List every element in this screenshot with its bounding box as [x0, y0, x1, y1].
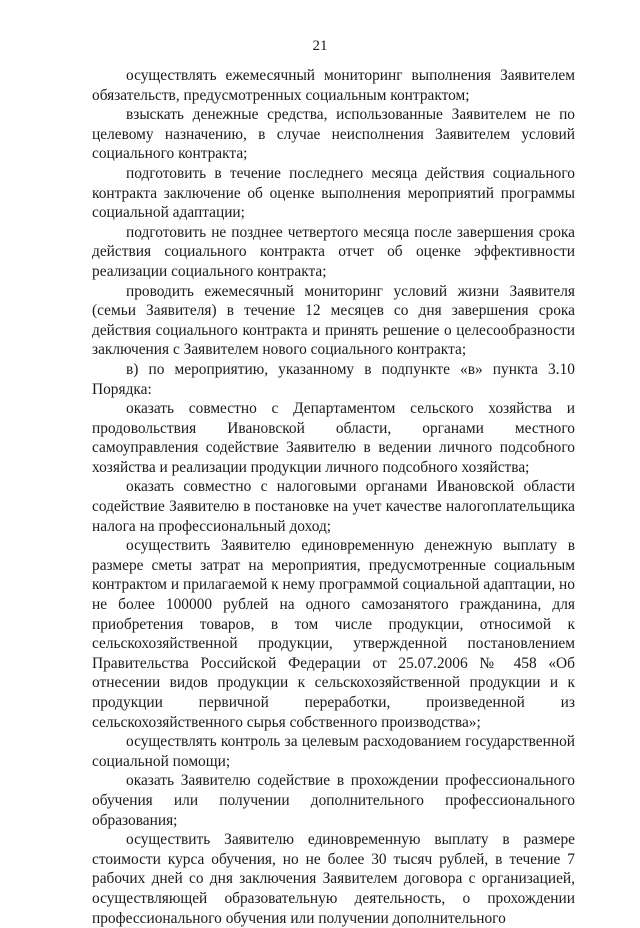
paragraph-assist-tax-registration: оказать совместно с налоговыми органами Ивановской области содействие Заявителю в постановке на учет качестве налогоплательщика налога на профессиональный доход;	[92, 478, 575, 535]
document-body	[92, 66, 575, 928]
paragraph-assist-household: оказать совместно с Департаментом сельского хозяйства и продовольствия Ивановской области, органами местного самоуправления содействие Заявителю в ведении личного подсобного хозяйства и реализации продукции личного подсобного хозяйства;	[92, 400, 575, 476]
paragraph-assist-training: оказать Заявителю содействие в прохождении профессионального обучения или получении дополнительного профессионального образования;	[92, 772, 575, 829]
paragraph-training-payment: осуществить Заявителю единовременную выплату в размере стоимости курса обучения, но не более 30 тысяч рублей, в течение 7 рабочих дней со дня заключения Заявителем договора с организацией, осуществляющей образовательную деятельность, о прохождении профессионального обучения или получении дополнительного	[92, 831, 575, 927]
paragraph-control-spending: осуществлять контроль за целевым расходованием государственной социальной помощи;	[92, 733, 575, 770]
paragraph-recover-funds: взыскать денежные средства, использованные Заявителем не по целевому назначению, в случае неисполнения Заявителем условий социального контракта;	[92, 106, 575, 163]
paragraph-monitor-living-conditions: проводить ежемесячный мониторинг условий жизни Заявителя (семьи Заявителя) в течение 12 месяцев со дня завершения срока действия социального контракта и принять решение о целесообразности заключения с Заявителем нового социального контракта;	[92, 282, 575, 359]
paragraph-lump-sum-payment: осуществить Заявителю единовременную денежную выплату в размере сметы затрат на мероприятия, предусмотренные социальным контрактом и прилагаемой к нему программой социальной адаптации, но не более 100000 рублей на одного самозанятого гражданина, для приобретения товаров, в том числе продукции, относимой к сельскохозяйственной продукции, утвержденной постановлением Правительства Российской Федерации от 25.07.2006 № 458 «Об отнесении видов продукции к сельскохозяйственной продукции и к продукции первичной переработки, произведенной из сельскохозяйственного сырья собственного производства»;	[92, 537, 575, 731]
paragraph-subsection-v: в) по мероприятию, указанному в подпункте «в» пункта 3.10 Порядка:	[92, 360, 575, 398]
paragraph-prepare-conclusion: подготовить в течение последнего месяца действия социального контракта заключение об оценке выполнения мероприятий программы социальной адаптации;	[92, 164, 575, 222]
paragraph-prepare-report: подготовить не позднее четвертого месяца после завершения срока действия социального контракта отчет об оценке эффективности реализации социального контракта;	[92, 223, 575, 280]
page-number: 21	[312, 38, 328, 54]
paragraph-monitoring-obligations: осуществлять ежемесячный мониторинг выполнения Заявителем обязательств, предусмотренных социальным контрактом;	[92, 67, 575, 104]
